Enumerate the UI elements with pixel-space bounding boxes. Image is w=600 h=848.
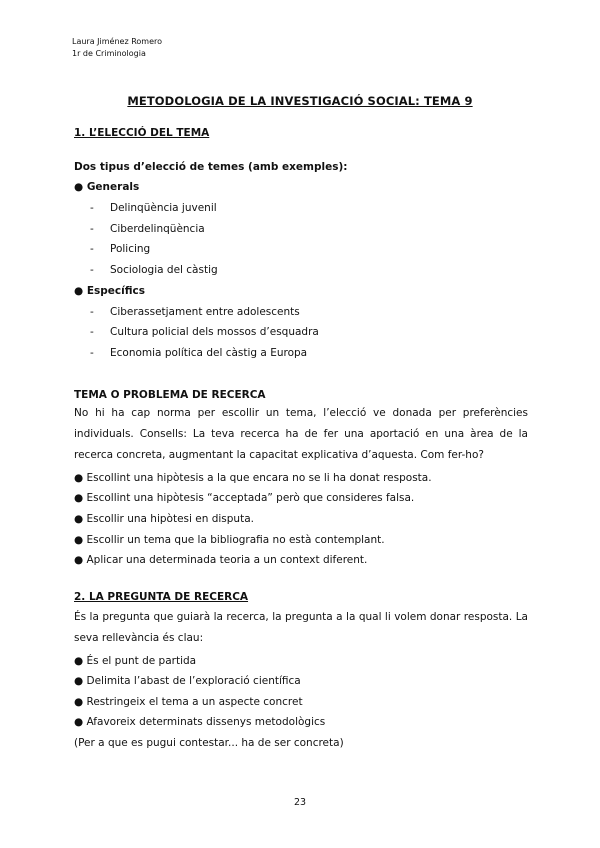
generals-label: ● Generals <box>74 181 140 193</box>
tema-bullet: ● Escollint una hipòtesis a la que encara no se li ha donat resposta. <box>74 472 432 484</box>
list-dash: - <box>90 223 94 235</box>
list-item: Sociologia del càstig <box>110 264 218 276</box>
list-item: Ciberassetjament entre adolescents <box>110 306 300 318</box>
author-name: Laura Jiménez Romero <box>72 37 163 46</box>
list-dash: - <box>90 202 94 214</box>
list-item: Policing <box>110 243 151 255</box>
document-title: METODOLOGIA DE LA INVESTIGACIÓ SOCIAL: TEMA 9 <box>127 94 473 108</box>
section1-heading: 1. L’ELECCIÓ DEL TEMA <box>74 127 210 139</box>
list-dash: - <box>90 306 94 318</box>
list-item: Economia política del càstig a Europa <box>110 347 308 359</box>
section2-note: (Per a que es pugui contestar... ha de ser concreta) <box>74 737 344 749</box>
course-name: 1r de Criminologia <box>72 49 146 58</box>
page-number: 23 <box>293 797 307 808</box>
section2-heading: 2. LA PREGUNTA DE RECERCA <box>74 591 249 603</box>
especifics-label: ● Específics <box>74 285 145 297</box>
section2-bullet: ● És el punt de partida <box>74 655 197 667</box>
list-dash: - <box>90 347 94 359</box>
tema-bullet: ● Escollir una hipòtesi en disputa. <box>74 513 254 525</box>
tema-bullet: ● Escollint una hipòtesis “acceptada” però que consideres falsa. <box>74 492 415 504</box>
section2-bullet: ● Delimita l’abast de l’exploració científica <box>74 675 301 687</box>
list-item: Ciberdelinqüència <box>110 223 205 235</box>
list-item: Delinqüència juvenil <box>110 202 217 214</box>
tema-heading: TEMA O PROBLEMA DE RECERCA <box>74 389 266 401</box>
list-dash: - <box>90 264 94 276</box>
section1-intro: Dos tipus d’elecció de temes (amb exemples): <box>74 161 348 173</box>
tema-bullet: ● Escollir un tema que la bibliografia no està contemplant. <box>74 534 385 546</box>
list-dash: - <box>90 243 94 255</box>
section2-bullet: ● Afavoreix determinats dissenys metodològics <box>74 716 326 728</box>
list-item: Cultura policial dels mossos d’esquadra <box>110 326 319 338</box>
section2-bullet: ● Restringeix el tema a un aspecte concret <box>74 696 303 708</box>
tema-paragraph: No hi ha cap norma per escollir un tema, l’elecció ve donada per preferències individuals. Consells: La teva recerca ha de fer una aportació en una àrea de la recerca concreta, augmentant la capacitat explicativa d’aquesta. Com fer-ho? <box>74 407 528 461</box>
tema-bullet: ● Aplicar una determinada teoria a un context diferent. <box>74 554 368 566</box>
list-dash: - <box>90 326 94 338</box>
section2-paragraph: És la pregunta que guiarà la recerca, la pregunta a la qual li volem donar resposta. La seva rellevància és clau: <box>74 611 528 644</box>
